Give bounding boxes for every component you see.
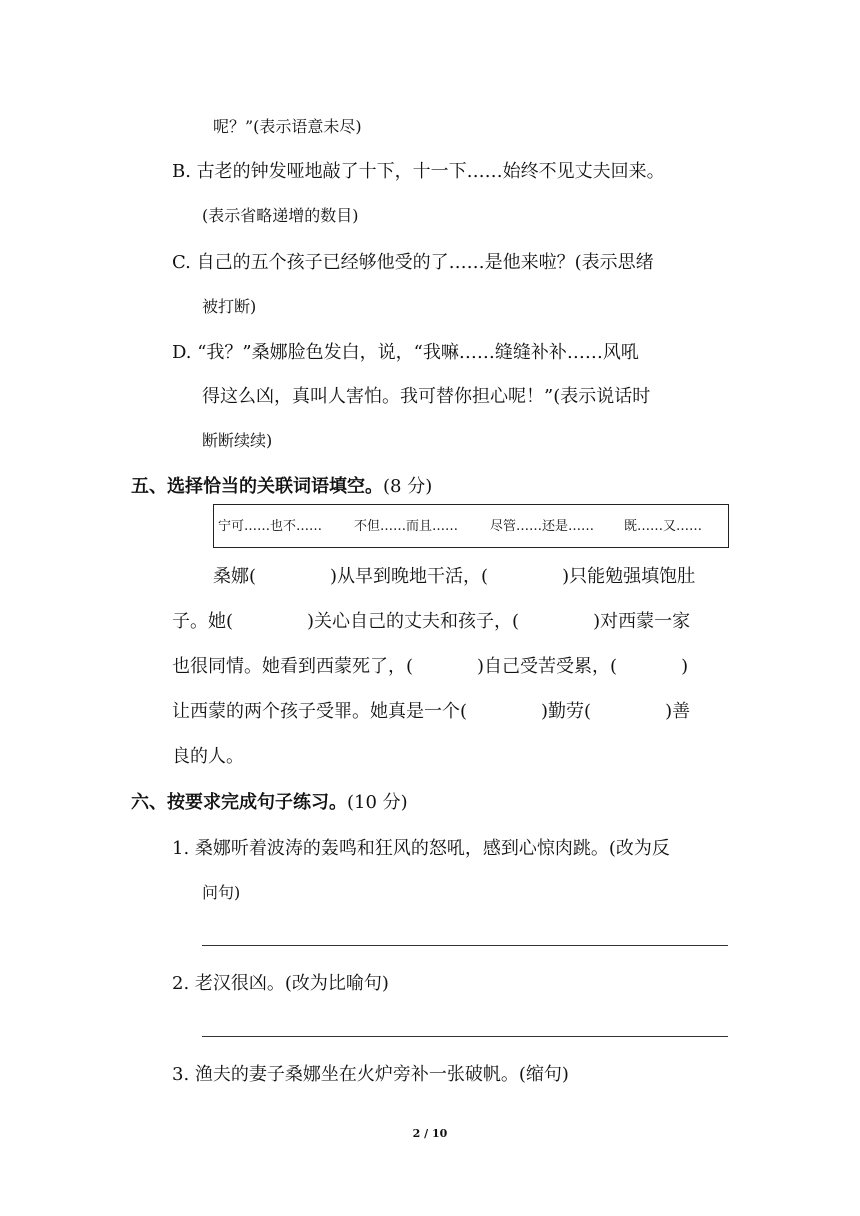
answer-line-2[interactable] bbox=[202, 1036, 728, 1037]
q6-item2: 2. 老汉很凶。(改为比喻句) bbox=[172, 973, 389, 994]
q6-item1-line1: 1. 桑娜听着波涛的轰鸣和狂风的怒吼，感到心惊肉跳。(改为反 bbox=[172, 838, 670, 859]
q5-para-line5: 良的人。 bbox=[172, 746, 244, 767]
q5-heading bbox=[131, 475, 432, 499]
page-number: 2 / 10 bbox=[412, 1127, 448, 1140]
text-segment: 让西蒙的两个孩子受罪。她真是一个( bbox=[172, 701, 468, 722]
word-option-4: 既……又…… bbox=[624, 519, 703, 534]
option-d-line1: D. “我？”桑娜脸色发白，说，“我嘛……缝缝补补……风吼 bbox=[172, 342, 639, 363]
word-bank-box bbox=[213, 504, 729, 548]
word-option-2: 不但……而且…… bbox=[354, 519, 459, 534]
q5-para-line1 bbox=[213, 565, 695, 589]
word-option-3: 尽管……还是…… bbox=[490, 519, 595, 534]
answer-line-1[interactable] bbox=[202, 945, 728, 946]
q5-para-line3 bbox=[172, 655, 688, 679]
q6-item3: 3. 渔夫的妻子桑娜坐在火炉旁补一张破帆。(缩句) bbox=[172, 1064, 569, 1085]
text-segment: )勤劳( bbox=[541, 701, 592, 722]
text-segment: )对西蒙一家 bbox=[593, 611, 691, 632]
option-c-line1: C. 自己的五个孩子已经够他受的了……是他来啦？(表示思绪 bbox=[172, 252, 654, 273]
text-segment: 也很同情。她看到西蒙死了，( bbox=[172, 656, 414, 677]
text-segment: )只能勉强填饱肚 bbox=[562, 566, 696, 587]
text-segment: )关心自己的丈夫和孩子，( bbox=[307, 611, 520, 632]
q5-para-line2 bbox=[172, 610, 690, 634]
word-option-1: 宁可……也不…… bbox=[218, 519, 323, 534]
option-d-line3: 断断续续) bbox=[202, 431, 273, 450]
q5-para-line4 bbox=[172, 700, 690, 724]
text-segment: )从早到晚地干活，( bbox=[330, 566, 489, 587]
option-b-line1: B. 古老的钟发哑地敲了十下，十一下……始终不见丈夫回来。 bbox=[172, 161, 665, 182]
option-d-line2: 得这么凶，真叫人害怕。我可替你担心呢！”(表示说话时 bbox=[202, 386, 651, 407]
text-segment: 子。她( bbox=[172, 611, 234, 632]
text-segment: )善 bbox=[665, 701, 691, 722]
q6-score: (10 分) bbox=[347, 792, 408, 813]
q6-title: 六、按要求完成句子练习。 bbox=[131, 792, 347, 813]
option-c-line2: 被打断) bbox=[202, 297, 257, 316]
q6-item1-line2: 问句) bbox=[202, 883, 241, 902]
text-segment: ) bbox=[681, 656, 689, 677]
option-a-continued: 呢？”(表示语意未尽) bbox=[213, 117, 362, 136]
option-b-line2: (表示省略递增的数目) bbox=[202, 206, 359, 225]
q6-heading bbox=[131, 791, 408, 815]
text-segment: )自己受苦受累，( bbox=[477, 656, 618, 677]
text-segment: 桑娜( bbox=[213, 566, 257, 587]
q5-title: 五、选择恰当的关联词语填空。 bbox=[131, 476, 383, 497]
q5-score: (8 分) bbox=[383, 476, 433, 497]
